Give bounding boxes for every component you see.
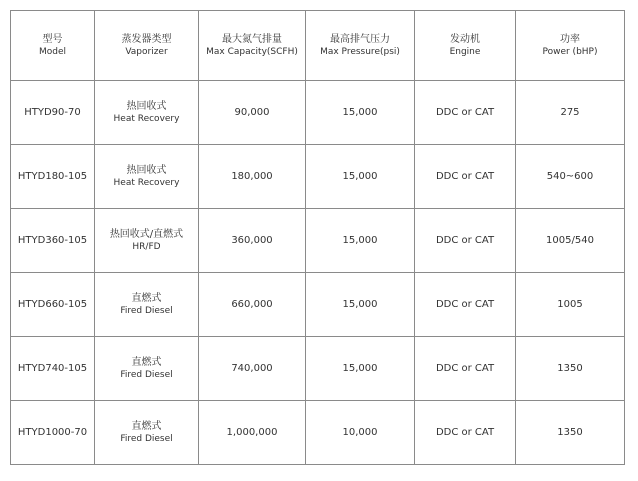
header-model	[11, 11, 95, 81]
cell-vaporizer-zh: 直燃式	[131, 293, 162, 304]
cell-capacity: 660,000	[199, 273, 306, 337]
cell-pressure: 10,000	[306, 401, 415, 465]
cell-vaporizer-zh: 直燃式	[131, 421, 162, 432]
header-power	[516, 11, 625, 81]
cell-model: HTYD180-105	[11, 145, 95, 209]
cell-vaporizer-zh: 热回收式	[126, 101, 167, 112]
header-capacity-zh: 最大氮气排量	[222, 34, 282, 45]
cell-pressure: 15,000	[306, 273, 415, 337]
header-model-zh: 型号	[42, 34, 63, 45]
header-capacity-en: Max Capacity(SCFH)	[206, 47, 298, 57]
cell-model: HTYD360-105	[11, 209, 95, 273]
table-row	[11, 273, 625, 337]
cell-capacity: 1,000,000	[199, 401, 306, 465]
cell-power: 1005	[516, 273, 625, 337]
cell-power: 1005/540	[516, 209, 625, 273]
header-engine-zh: 发动机	[450, 34, 480, 45]
cell-vaporizer-zh: 直燃式	[131, 357, 162, 368]
cell-model: HTYD90-70	[11, 81, 95, 145]
header-vaporizer-zh: 蒸发器类型	[121, 34, 172, 45]
table-row	[11, 209, 625, 273]
cell-pressure: 15,000	[306, 209, 415, 273]
spec-table	[10, 10, 625, 465]
header-power-zh: 功率	[560, 34, 580, 45]
cell-vaporizer	[95, 273, 199, 337]
header-pressure-en: Max Pressure(psi)	[320, 47, 400, 57]
cell-vaporizer	[95, 401, 199, 465]
table-row	[11, 145, 625, 209]
cell-vaporizer-en: HR/FD	[132, 242, 161, 252]
cell-vaporizer-en: Heat Recovery	[113, 114, 180, 124]
cell-vaporizer-zh: 热回收式/直燃式	[109, 229, 184, 240]
cell-capacity: 180,000	[199, 145, 306, 209]
cell-vaporizer	[95, 145, 199, 209]
header-vaporizer-en: Vaporizer	[125, 47, 168, 57]
header-engine-en: Engine	[449, 47, 481, 57]
cell-vaporizer	[95, 81, 199, 145]
cell-engine: DDC or CAT	[415, 337, 516, 401]
cell-capacity: 90,000	[199, 81, 306, 145]
cell-engine: DDC or CAT	[415, 145, 516, 209]
cell-capacity: 740,000	[199, 337, 306, 401]
cell-power: 275	[516, 81, 625, 145]
table-row	[11, 81, 625, 145]
cell-model: HTYD740-105	[11, 337, 95, 401]
cell-capacity: 360,000	[199, 209, 306, 273]
cell-vaporizer-en: Heat Recovery	[113, 178, 180, 188]
header-capacity	[199, 11, 306, 81]
table-row	[11, 337, 625, 401]
cell-engine: DDC or CAT	[415, 273, 516, 337]
header-engine	[415, 11, 516, 81]
cell-vaporizer-zh: 热回收式	[126, 165, 167, 176]
cell-vaporizer	[95, 209, 199, 273]
header-vaporizer	[95, 11, 199, 81]
cell-vaporizer-en: Fired Diesel	[120, 306, 173, 316]
header-model-en: Model	[38, 47, 67, 57]
header-pressure-zh: 最高排气压力	[330, 34, 390, 45]
cell-vaporizer	[95, 337, 199, 401]
cell-engine: DDC or CAT	[415, 81, 516, 145]
cell-pressure: 15,000	[306, 337, 415, 401]
cell-engine: DDC or CAT	[415, 401, 516, 465]
cell-power: 540~600	[516, 145, 625, 209]
table-row	[11, 401, 625, 465]
cell-power: 1350	[516, 401, 625, 465]
cell-vaporizer-en: Fired Diesel	[120, 370, 173, 380]
cell-pressure: 15,000	[306, 145, 415, 209]
header-power-en: Power (bHP)	[542, 47, 598, 57]
header-row	[11, 11, 625, 81]
cell-engine: DDC or CAT	[415, 209, 516, 273]
cell-model: HTYD660-105	[11, 273, 95, 337]
cell-model: HTYD1000-70	[11, 401, 95, 465]
cell-vaporizer-en: Fired Diesel	[120, 434, 173, 444]
header-pressure	[306, 11, 415, 81]
cell-power: 1350	[516, 337, 625, 401]
cell-pressure: 15,000	[306, 81, 415, 145]
